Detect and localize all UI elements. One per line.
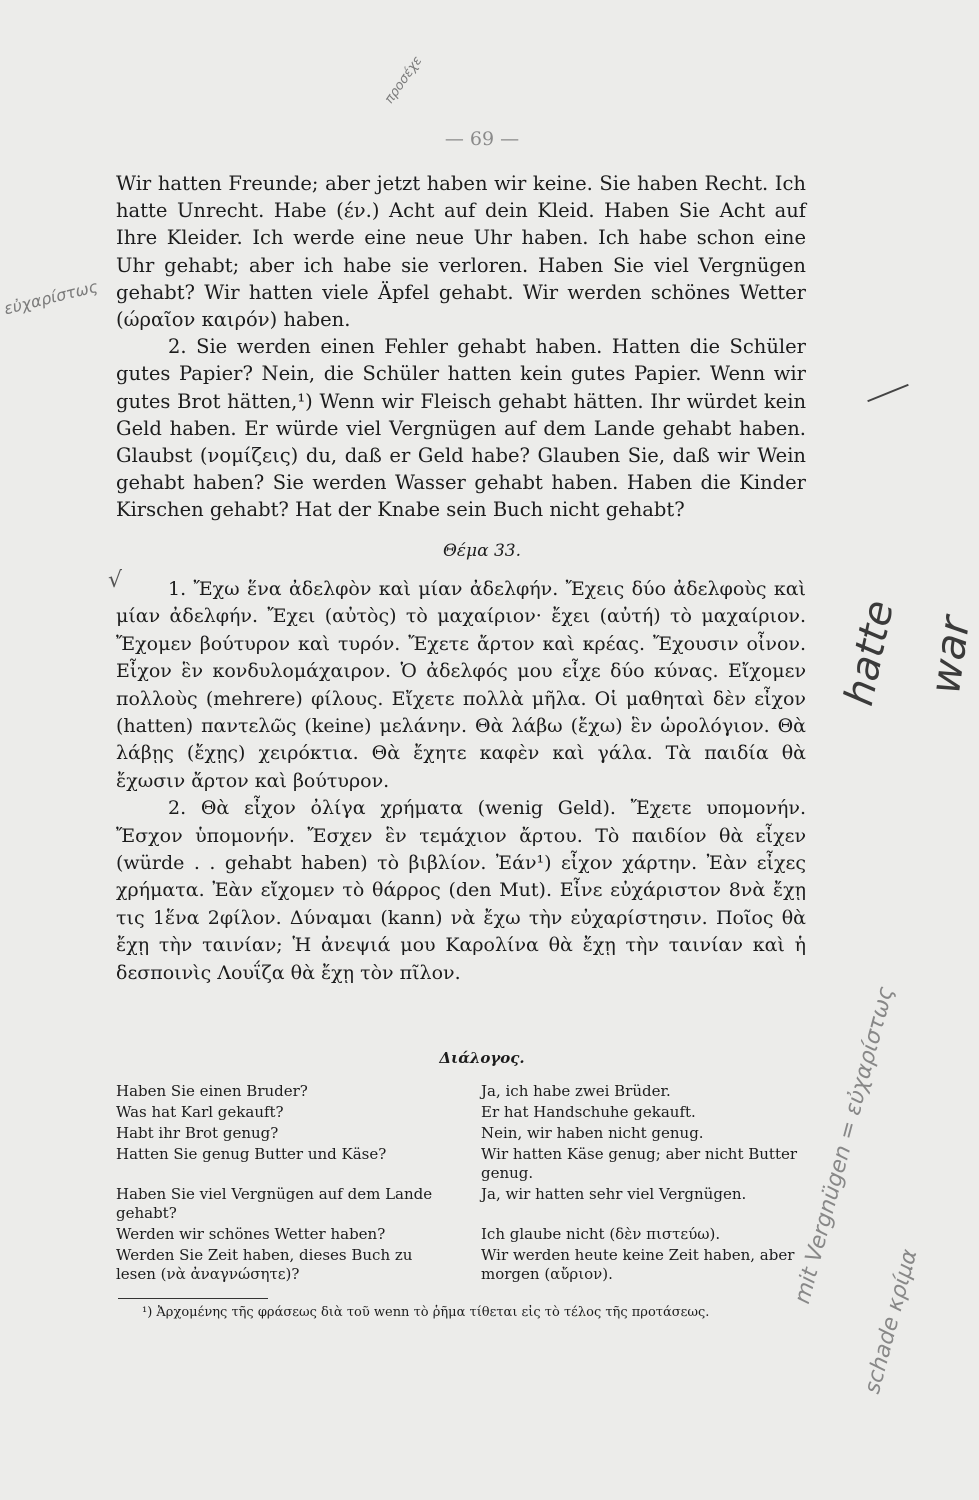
handwritten-note-war: war xyxy=(920,613,979,697)
dialogue-answer: Ja, wir hatten sehr viel Vergnügen. xyxy=(481,1185,747,1203)
dialogue-question: Haben Sie einen Bruder? xyxy=(116,1082,308,1100)
dialogue xyxy=(116,1082,806,1286)
dialogue-question: Haben Sie viel Vergnügen auf dem Lande gehabt? xyxy=(116,1185,433,1222)
dialogue-question: Werden wir schönes Wetter haben? xyxy=(116,1225,386,1243)
dialogue-question: Was hat Karl gekauft? xyxy=(116,1103,284,1121)
dialogue-answer: Wir werden heute keine Zeit haben, aber morgen (αὔριον). xyxy=(481,1246,795,1283)
greek-paragraph-1: 1. Ἔχω ἕνα ἀδελφὸν καὶ μίαν ἀδελφήν. Ἔχεις δύο ἀδελφοὺς καὶ μίαν ἀδελφήν. Ἔχει (αὐτὸς) τὸ μαχαίριον· ἔχει (αὐτή) τὸ μαχαίριον. Ἔχομεν βούτυρον καὶ τυρόν. Ἔχετε ἄρτον καὶ κρέας. Ἔχουσιν οἶνον. Εἶχον ἓν κονδυλομάχαιρον. Ὁ ἀδελφός μου εἶχε δύο κύνας. Εἴχομεν πολλοὺς (mehrere) φίλους. Εἴχετε πολλὰ μῆλα. Οἱ μαθηταὶ δὲν εἶχον (hatten) παντελῶς (keine) μελάνην. Θὰ λάβω (ἔχω) ἓν ὡρολόγιον. Θὰ λάβῃς (ἔχῃς) χειρόκτια. Θὰ ἔχητε καφὲν καὶ γάλα. Τὰ παιδία θὰ ἔχωσιν ἄρτον καὶ βούτυρον. xyxy=(116,578,806,792)
dialogue-row xyxy=(116,1082,806,1101)
greek-paragraph-2: 2. Θὰ εἶχον ὀλίγα χρήματα (wenig Geld). Ἔχετε υπομονήν. Ἔσχον ὑπομονήν. Ἔσχεν ἓν τεμάχιον ἄρτου. Τὸ παιδίον θὰ εἶχεν (würde . . gehabt haben) τὸ βιβλίον. Ἐάν¹) εἶχον χάρτην. Ἐὰν εἶχες χρήματα. Ἐὰν εἴχομεν τὸ θάρρος (den Mut). Εἶνε εὐχάριστον 8νὰ ἔχῃ τις 1ἕνα 2φίλον. Δύναμαι (kann) νὰ ἔχω τὴν εὐχαρίστησιν. Ποῖος θὰ ἔχῃ τὴν ταινίαν; Ἡ ἀνεψιά μου Καρολίνα θὰ ἔχῃ τὴν ταινίαν καὶ ἡ δεσποινὶς Λουΐζα θὰ ἔχῃ τὸν πῖλον. xyxy=(116,797,806,984)
footnote: ¹) Ἀρχομένης τῆς φράσεως διὰ τοῦ wenn τὸ ῥῆμα τίθεται εἰς τὸ τέλος τῆς προτάσεως. xyxy=(142,1305,710,1320)
handwritten-note-vertical-2: schade κρίμα xyxy=(860,1246,923,1397)
handwritten-note-vertical-1: mit Vergnügen = εὐχαρίστως xyxy=(790,983,899,1307)
dialogue-answer: Wir hatten Käse genug; aber nicht Butter genug. xyxy=(481,1145,798,1182)
page-number: — 69 — xyxy=(444,128,520,150)
german-paragraph-1: Wir hatten Freunde; aber jetzt haben wir keine. Sie haben Recht. Ich hatte Unrecht. Habe (έν.) Acht auf dein Kleid. Haben Sie Acht auf Ihre Kleider. Ich werde eine neue Uhr haben. Ich habe schon eine Uhr gehabt; aber ich habe sie verloren. Haben Sie viel Vergnügen gehabt? Wir hatten viele Äpfel gehabt. Wir werden schönes Wetter (ώραῖον καιρόν) haben. xyxy=(116,172,806,332)
dialogue-answer: Ja, ich habe zwei Brüder. xyxy=(481,1082,671,1100)
dialogue-answer: Er hat Handschuhe gekauft. xyxy=(481,1103,696,1121)
dialogue-row xyxy=(116,1103,806,1122)
dialogue-question: Werden Sie Zeit haben, dieses Buch zu lesen (νὰ ἀναγνώσητε)? xyxy=(116,1246,413,1283)
handwritten-note-left-margin: εὐχαρίστως xyxy=(2,276,100,319)
dialogue-question: Habt ihr Brot genug? xyxy=(116,1124,279,1142)
greek-exercise xyxy=(116,576,806,987)
dialogue-row xyxy=(116,1124,806,1143)
dialogue-row xyxy=(116,1185,806,1223)
dialogue-answer: Nein, wir haben nicht genug. xyxy=(481,1124,704,1142)
check-mark-icon: √ xyxy=(108,568,123,593)
dialogue-title: Διάλογος. xyxy=(439,1049,525,1067)
german-paragraph-2: 2. Sie werden einen Fehler gehabt haben. Hatten die Schüler gutes Papier? Nein, die Schüler hatten kein gutes Papier. Wenn wir gutes Brot hätten,¹) Wenn wir Fleisch gehabt hätten. Ihr würdet kein Geld haben. Er würde viel Vergnügen auf dem Lande gehabt haben. Glaubst (νομίζεις) du, daß er Geld habe? Glauben Sie, daß wir Wein gehabt haben? Sie werden Wasser gehabt haben. Haben die Kinder Kirschen gehabt? Hat der Knabe sein Buch nicht gehabt? xyxy=(116,335,806,522)
handwritten-note-hatte: hatte xyxy=(836,596,904,710)
german-exercise xyxy=(116,170,806,524)
dialogue-question: Hatten Sie genug Butter und Käse? xyxy=(116,1145,387,1163)
dialogue-answer: Ich glaube nicht (δὲν πιστεύω). xyxy=(481,1225,721,1243)
dialogue-row xyxy=(116,1225,806,1244)
dialogue-row xyxy=(116,1145,806,1183)
section-title: Θέμα 33. xyxy=(442,541,522,561)
footnote-divider xyxy=(118,1298,268,1299)
dialogue-row xyxy=(116,1246,806,1284)
margin-pencil-mark xyxy=(867,384,909,402)
handwritten-note-top: προσέχε xyxy=(382,53,426,107)
